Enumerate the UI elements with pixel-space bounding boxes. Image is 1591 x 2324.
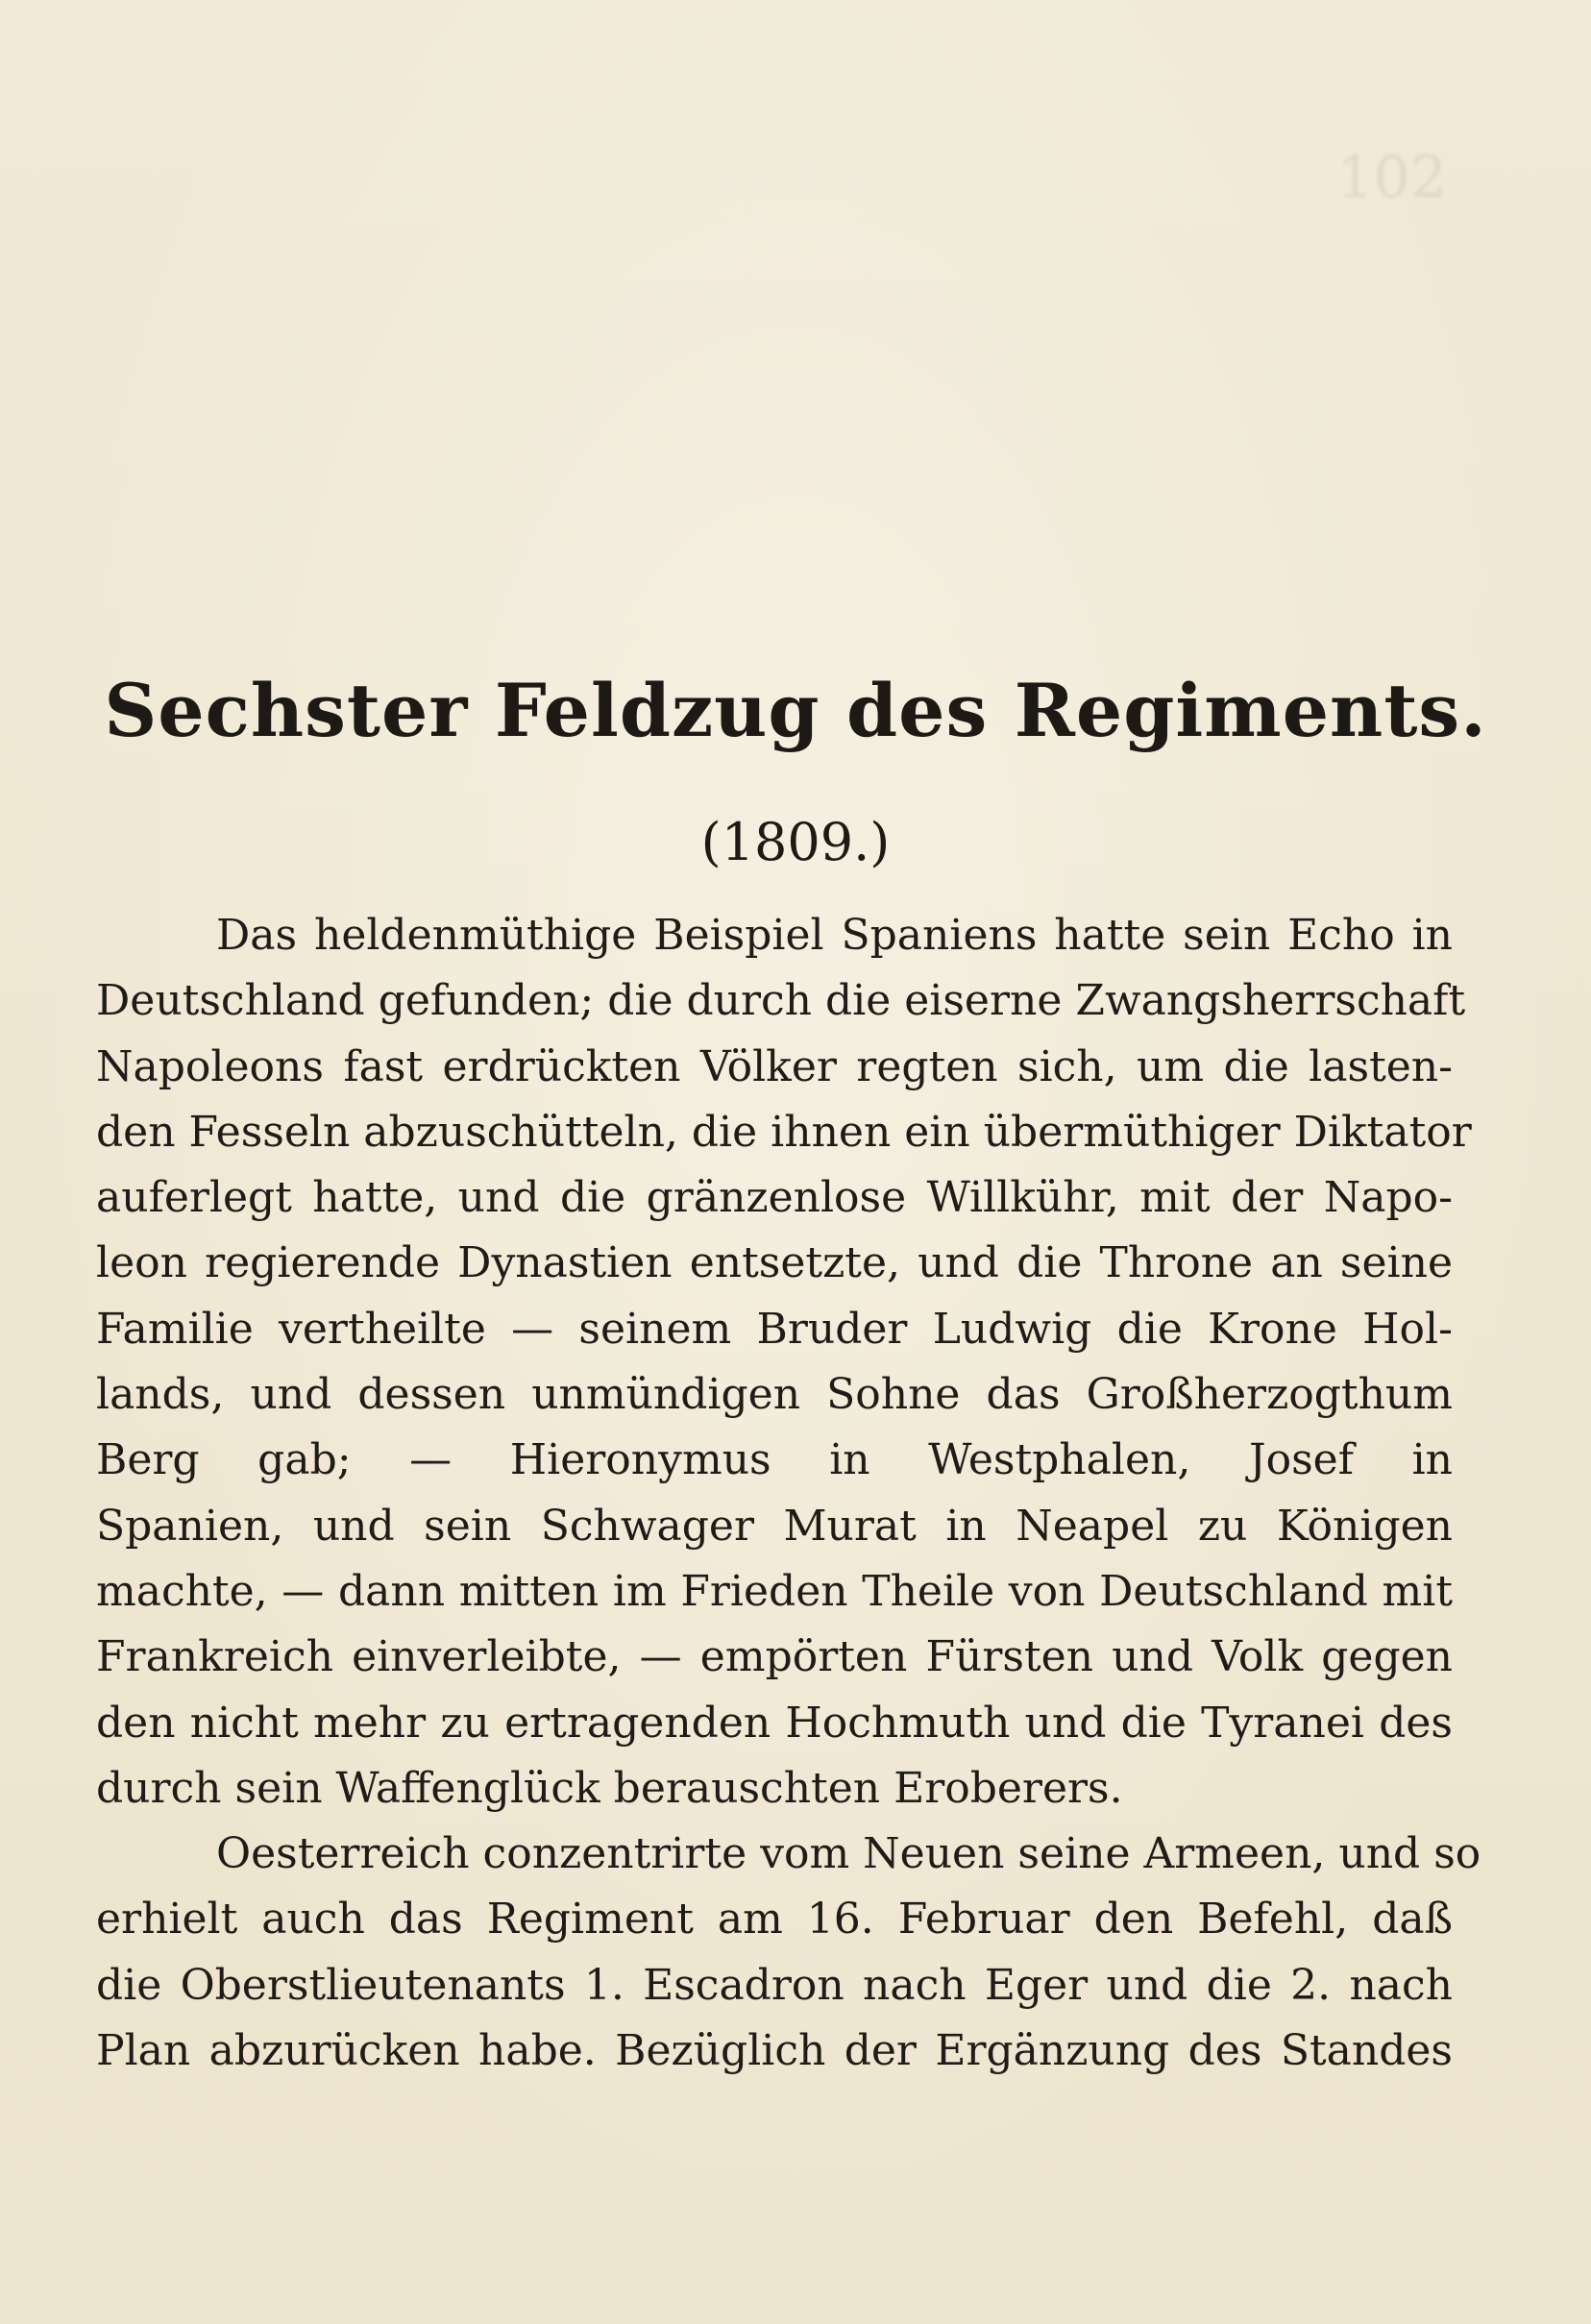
text-line: leon regierende Dynastien entsetzte, und die Throne an seine xyxy=(96,1238,1453,1288)
text-line: Frankreich einverleibte, — empörten Fürsten und Volk gegen xyxy=(96,1632,1453,1682)
text-line: machte, — dann mitten im Frieden Theile von Deutschland mit xyxy=(96,1566,1453,1616)
text-line: Deutschland gefunden; die durch die eiserne Zwangsherrschaft xyxy=(96,976,1466,1026)
chapter-year: (1809.) xyxy=(700,812,891,872)
text-line: Das heldenmüthige Beispiel Spaniens hatte sein Echo in xyxy=(216,911,1453,960)
text-line: durch sein Waffenglück berauschten Eroberers. xyxy=(96,1763,1123,1813)
text-line: Napoleons fast erdrückten Völker regten sich, um die lasten- xyxy=(96,1041,1453,1091)
text-line: Berg gab; — Hieronymus in Westphalen, Josef in xyxy=(96,1435,1453,1485)
text-line: den nicht mehr zu ertragenden Hochmuth und die Tyranei des xyxy=(96,1698,1453,1748)
text-line: die Oberstlieutenants 1. Escadron nach Eger und die 2. nach xyxy=(96,1960,1453,2010)
text-line: Oesterreich conzentrirte vom Neuen seine Armeen, und so xyxy=(216,1829,1481,1879)
text-line: Spanien, und sein Schwager Murat in Neapel zu Königen xyxy=(96,1501,1453,1551)
text-line: Plan abzurücken habe. Bezüglich der Ergänzung des Standes xyxy=(96,2026,1453,2076)
text-line: auferlegt hatte, und die gränzenlose Willkühr, mit der Napo- xyxy=(96,1173,1453,1223)
chapter-heading: Sechster Feldzug des Regiments. xyxy=(104,668,1487,753)
text-line: erhielt auch das Regiment am 16. Februar den Befehl, daß xyxy=(96,1895,1453,1945)
bleed-through-text xyxy=(106,221,1451,400)
text-line: lands, und dessen unmündigen Sohne das Großherzogthum xyxy=(96,1370,1453,1420)
body-text xyxy=(96,903,1481,2084)
text-line: den Fesseln abzuschütteln, die ihnen ein übermüthiger Diktator xyxy=(96,1107,1472,1157)
text-line: Familie vertheilte — seinem Bruder Ludwig die Krone Hol- xyxy=(96,1304,1453,1354)
bleed-through-page-number: 102 xyxy=(1336,144,1447,211)
